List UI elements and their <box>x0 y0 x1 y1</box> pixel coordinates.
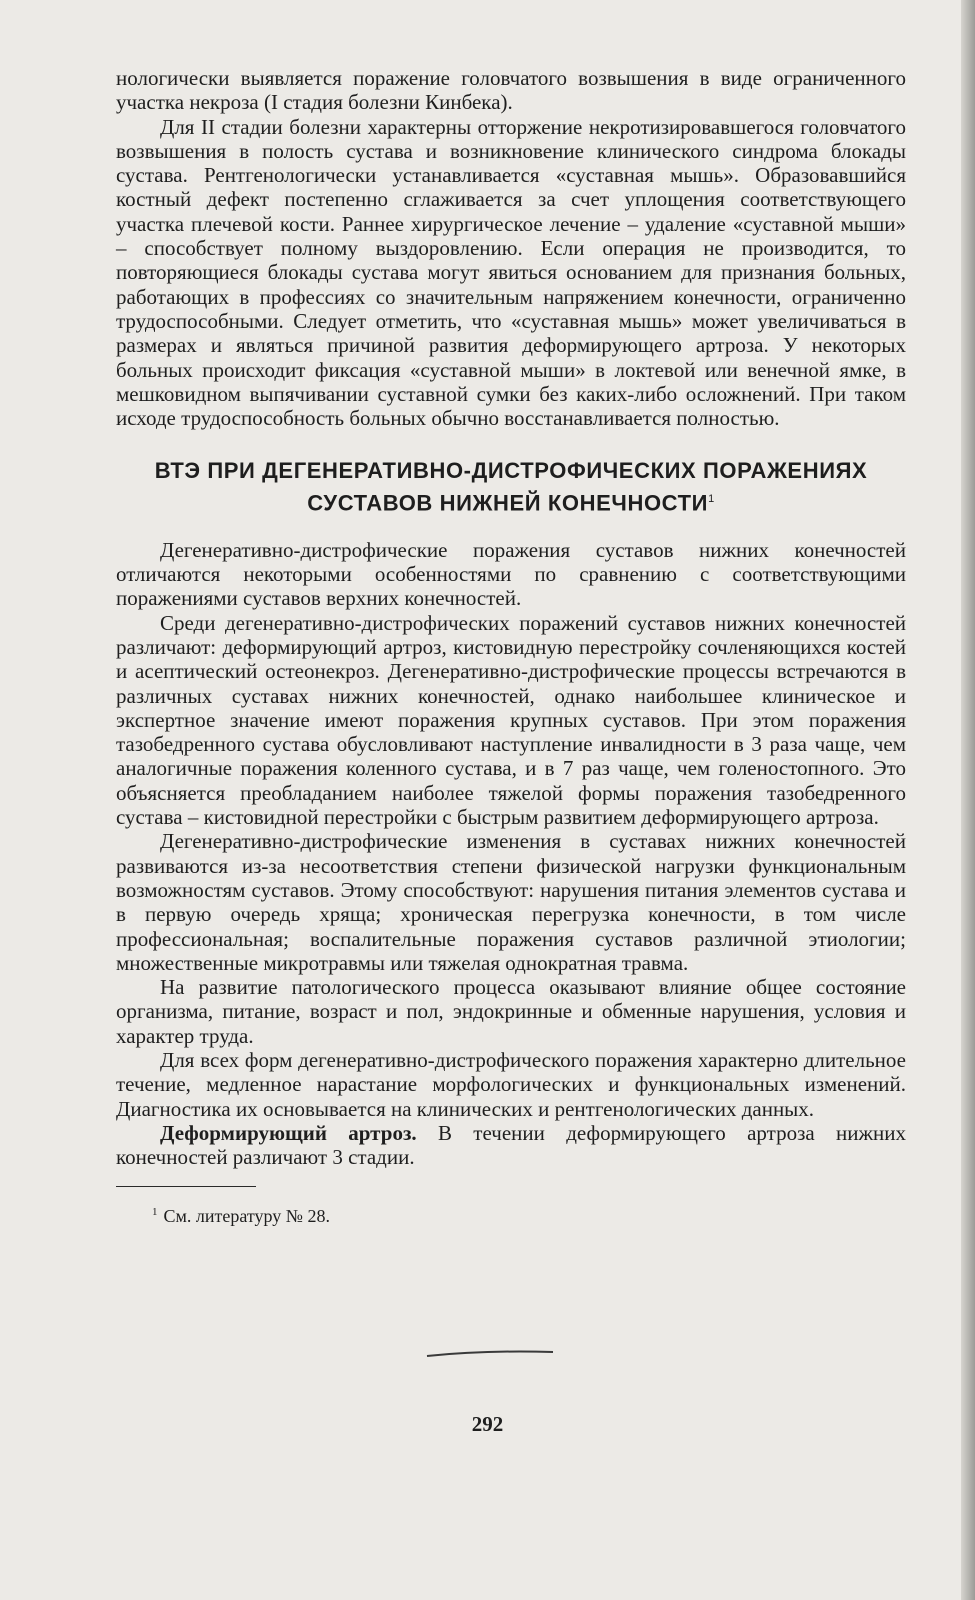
footnote <box>116 1201 906 1227</box>
page-body <box>116 66 906 1227</box>
page-number: 292 <box>471 1412 504 1436</box>
pencil-underline-mark <box>425 1348 555 1358</box>
section-paragraph-1: Дегенеративно-дистрофические поражения суставов нижних конечностей отличаются некоторыми особенностями по сравнению с соответствующими поражениями суставов верхних конечностей. <box>116 537 906 611</box>
section-heading-text: ВТЭ ПРИ ДЕГЕНЕРАТИВНО-ДИСТРОФИЧЕСКИХ ПОРАЖЕНИЯХ СУСТАВОВ НИЖНЕЙ КОНЕЧНОСТИ <box>154 458 868 516</box>
section-heading <box>116 456 906 517</box>
section-paragraph-6 <box>116 1121 906 1170</box>
footnote-reference: 1 <box>708 493 715 506</box>
section-paragraph-2: Среди дегенеративно-дистрофических поражений суставов нижних конечностей различают: деформирующий артроз, кистовидную перестройку сочленяющихся костей и асептический остеонекроз. Дегенеративно-дистрофические процессы встречаются в различных суставах нижних конечностей, однако наибольшее клиническое и экспертное значение имеют поражения крупных суставов. При этом поражения тазобедренного сустава обусловливают наступление инвалидности в 3 раза чаще, чем аналогичные поражения коленного сустава, и в 7 раз чаще, чем голеностопного. Это объясняется преобладанием наиболее тяжелой формы поражения тазобедренного сустава – кистовидной перестройки с быстрым развитием деформирующего артроза. <box>116 610 906 830</box>
body-paragraph-1: нологически выявляется поражение головчатого возвышения в виде ограниченного участка некроза (I стадия болезни Кинбека). <box>116 66 906 115</box>
run-in-heading: Деформирующий артроз. <box>160 1120 417 1145</box>
footnote-divider <box>116 1186 256 1187</box>
body-paragraph-2: Для II стадии болезни характерны отторжение некротизировавшегося головчатого возвышения в полость сустава и возникновение клинического синдрома блокады сустава. Рентгенологически устанавливается «суставная мышь». Образовавшийся костный дефект постепенно сглаживается за счет уплощения соответствующего участка плечевой кости. Раннее хирургическое лечение – удаление «суставной мыши» – способствует полному выздоровлению. Если операция не производится, то повторяющиеся блокады сустава могут явиться основанием для признания больных, работающих в профессиях со значительным напряжением конечности, ограниченно трудоспособными. Следует отметить, что «суставная мышь» может увеличиваться в размерах и являться причиной развития деформирующего артроза. У некоторых больных происходит фиксация «суставной мыши» в локтевой или венечной ямке, в мешковидном выпячивании суставной сумки без каких-либо осложнений. При таком исходе трудоспособность больных обычно восстанавливается полностью. <box>116 114 906 431</box>
section-paragraph-5: Для всех форм дегенеративно-дистрофического поражения характерно длительное течение, медленное нарастание морфологических и функциональных изменений. Диагностика их основывается на клинических и рентгенологических данных. <box>116 1048 906 1121</box>
page-edge-shadow <box>961 0 975 1600</box>
section-paragraph-3: Дегенеративно-дистрофические изменения в суставах нижних конечностей развиваются из-за несоответствия степени физической нагрузки функциональным возможностям суставов. Этому способствуют: нарушения питания элементов сустава и в первую очередь хряща; хроническая перегрузка конечности, в том числе профессиональная; воспалительные поражения суставов различной этиологии; множественные микротравмы или тяжелая однократная травма. <box>116 829 906 975</box>
footnote-text: См. литературу № 28. <box>163 1205 330 1226</box>
run-in-text: В течении деформирующего артроза нижних конечностей различают 3 стадии. <box>116 1120 907 1170</box>
footnote-mark: 1 <box>152 1205 158 1218</box>
section-paragraph-4: На развитие патологического процесса оказывают влияние общее состояние организма, питание, возраст и пол, эндокринные и обменные нарушения, условия и характер труда. <box>116 975 906 1048</box>
